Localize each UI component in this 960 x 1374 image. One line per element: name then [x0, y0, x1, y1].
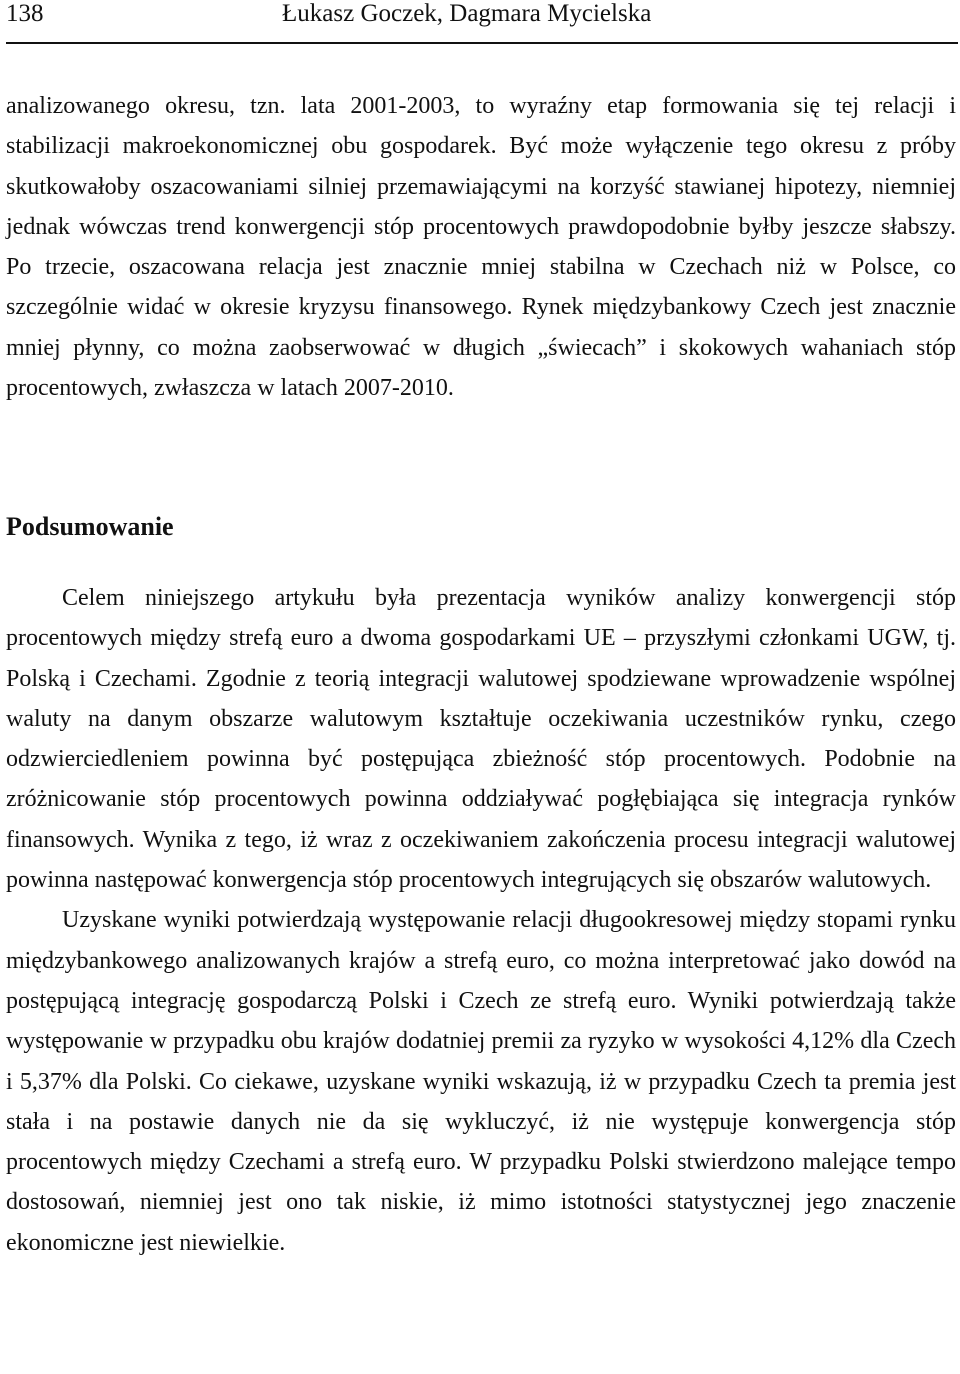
summary-paragraph-2: Uzyskane wyniki potwierdzają występowanie relacji długookresowej między stopami rynku międzybankowego analizowanych krajów a strefą euro, co można interpretować jako dowód na postępującą integrację gospodarczą Polski i Czech ze strefą euro. Wyniki potwierdzają także występowanie w przypadku obu krajów dodatniej premii za ryzyko w wysokości 4,12% dla Czech i 5,37% dla Polski. Co ciekawe, uzyskane wyniki wskazują, iż w przypadku Czech ta premia jest stała i na postawie danych nie da się wykluczyć, iż nie występuje konwergencja stóp procentowych między Czechami a strefą euro. W przypadku Polski stwierdzono malejące tempo dostosowań, niemniej jest ono tak niskie, iż mimo istotności statystycznej jego znaczenie ekonomiczne jest niewielkie. [6, 907, 956, 1256]
running-header [6, 0, 958, 44]
continuation-paragraph: analizowanego okresu, tzn. lata 2001-2003, to wyraźny etap formowania się tej relacji i stabilizacji makroekonomicznej obu gospodarek. Być może wyłączenie tego okresu z próby skutkowałoby oszacowaniami silniej przemawiającymi na korzyść stawianej hipotezy, niemniej jednak wówczas trend konwergencji stóp procentowych prawdopodobnie byłby jeszcze słabszy. Po trzecie, oszacowana relacja jest znacznie mniej stabilna w Czechach niż w Polsce, co szczególnie widać w okresie kryzysu finansowego. Rynek międzybankowy Czech jest znacznie mniej płynny, co można zaobserwować w długich „świecach” i skokowych wahaniach stóp procentowych, zwłaszcza w latach 2007-2010. [6, 93, 956, 402]
continuation-paragraph-block [6, 86, 956, 408]
page-number: 138 [6, 0, 44, 27]
summary-section [6, 578, 956, 1263]
summary-paragraph-1: Celem niniejszego artykułu była prezentacja wyników analizy konwergencji stóp procentowych między strefą euro a dwoma gospodarkami UE – przyszłymi członkami UGW, tj. Polską i Czechami. Zgodnie z teorią integracji walutowej spodziewane wprowadzenie wspólnej waluty na danym obszarze walutowym kształtuje oczekiwania uczestników rynku, czego odzwierciedleniem powinna być postępująca zbieżność stóp procentowych. Podobnie na zróżnicowanie stóp procentowych powinna oddziaływać pogłębiająca się integracja rynków finansowych. Wynika z tego, iż wraz z oczekiwaniem zakończenia procesu integracji walutowej powinna następować konwergencja stóp procentowych integrujących się obszarów walutowych. [6, 585, 956, 894]
section-heading: Podsumowanie [6, 512, 174, 541]
running-title-authors: Łukasz Goczek, Dagmara Mycielska [282, 0, 652, 27]
